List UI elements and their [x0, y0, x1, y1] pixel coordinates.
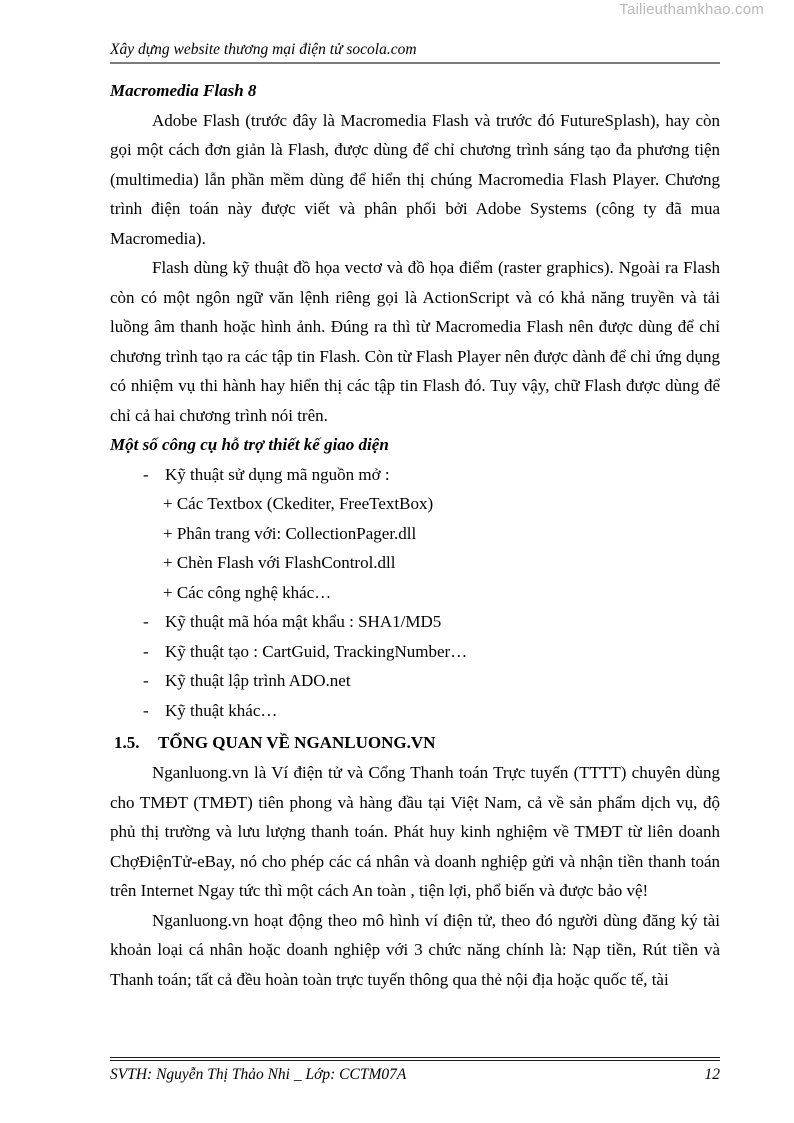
- watermark-text: Tailieuthamkhao.com: [619, 1, 764, 18]
- list-item: + Phân trang với: CollectionPager.dll: [163, 523, 417, 543]
- list-item-label: Kỹ thuật khác…: [165, 700, 278, 720]
- footer-divider-top: [110, 1057, 720, 1058]
- running-header: [110, 40, 720, 64]
- list-item: [110, 637, 720, 667]
- section-title: TỔNG QUAN VỀ NGANLUONG.VN: [158, 733, 436, 752]
- dash-marker: -: [143, 671, 149, 690]
- list-item-label: Kỹ thuật mã hóa mật khẩu : SHA1/MD5: [165, 612, 442, 631]
- list-item: + Các công nghệ khác…: [163, 582, 332, 602]
- header-title: Xây dựng website thương mại điện tử socola.com: [110, 41, 417, 58]
- footer-divider-bottom: [110, 1060, 720, 1061]
- footer-content: [110, 1064, 720, 1085]
- list-item: + Chèn Flash với FlashControl.dll: [163, 553, 396, 572]
- dash-marker: -: [143, 464, 149, 484]
- page-number: 12: [704, 1066, 720, 1083]
- footer-author: SVTH: Nguyễn Thị Thảo Nhi _ Lớp: CCTM07A: [110, 1066, 407, 1083]
- list-item: [110, 666, 720, 696]
- list-item-label: Kỹ thuật sử dụng mã nguồn mở :: [165, 464, 390, 484]
- section-number: 1.5.: [114, 733, 140, 752]
- list-item-label: Kỹ thuật lập trình ADO.net: [165, 671, 351, 690]
- paragraph-flash-graphics: Flash dùng kỹ thuật đồ họa vectơ và đồ họa điểm (raster graphics). Ngoài ra Flash còn có một ngôn ngữ văn lệnh riêng gọi là ActionScript và có khả năng truyền và tải luồng âm thanh hoặc hình ảnh. Đúng ra thì từ Macromedia Flash nên được dùng để chỉ chương trình tạo ra các tập tin Flash. Còn từ Flash Player nên được dành để chỉ ứng dụng có nhiệm vụ thi hành hay hiển thị các tập tin Flash đó. Tuy vậy, chữ Flash được dùng để chỉ cả hai chương trình nói trên.: [110, 258, 720, 425]
- list-item: [110, 696, 720, 726]
- dash-marker: -: [143, 612, 149, 631]
- subheading-design-tools: Một số công cụ hỗ trợ thiết kế giao diện: [110, 435, 389, 454]
- subheading-macromedia-flash: Macromedia Flash 8: [110, 81, 257, 100]
- page-footer: [110, 1057, 720, 1085]
- opensource-sublist: [110, 489, 720, 607]
- paragraph-nganluong-overview: Nganluong.vn là Ví điện tử và Cổng Thanh toán Trực tuyến (TTTT) chuyên dùng cho TMĐT (TMĐT) tiên phong và hàng đầu tại Việt Nam, cả về sản phẩm dịch vụ, độ phủ thị trường và lưu lượng thanh toán. Phát huy kinh nghiệm về TMĐT từ liên doanh ChợĐiệnTử-eBay, nó cho phép các cá nhân và doanh nghiệp gửi và nhận tiền thanh toán trên Internet Ngay tức thì một cách An toàn , tiện lợi, phổ biến và được bảo vệ!: [110, 763, 720, 900]
- list-item: + Các Textbox (Ckediter, FreeTextBox): [163, 494, 434, 513]
- dash-marker: -: [143, 700, 149, 720]
- list-item: [110, 607, 720, 637]
- tools-list-continued: [110, 607, 720, 725]
- paragraph-flash-intro: Adobe Flash (trước đây là Macromedia Flash và trước đó FutureSplash), hay còn gọi một cách đơn giản là Flash, được dùng để chỉ chương trình sáng tạo đa phương tiện (multimedia) lẫn phần mềm dùng để hiển thị chúng Macromedia Flash Player. Chương trình điện toán này được viết và phân phối bởi Adobe Systems (công ty đã mua Macromedia).: [110, 110, 720, 248]
- section-heading-nganluong: [110, 728, 720, 758]
- dash-marker: -: [143, 641, 149, 661]
- list-item: [110, 460, 720, 490]
- header-divider: [110, 62, 720, 64]
- tools-list: [110, 460, 720, 490]
- document-body: [110, 76, 720, 994]
- list-item-label: Kỹ thuật tạo : CartGuid, TrackingNumber…: [165, 641, 468, 661]
- paragraph-nganluong-wallet: Nganluong.vn hoạt động theo mô hình ví điện tử, theo đó người dùng đăng ký tài khoản loại cá nhân hoặc doanh nghiệp với 3 chức năng chính là: Nạp tiền, Rút tiền và Thanh toán; tất cả đều hoàn toàn trực tuyến thông qua thẻ nội địa hoặc quốc tế, tài: [110, 910, 720, 989]
